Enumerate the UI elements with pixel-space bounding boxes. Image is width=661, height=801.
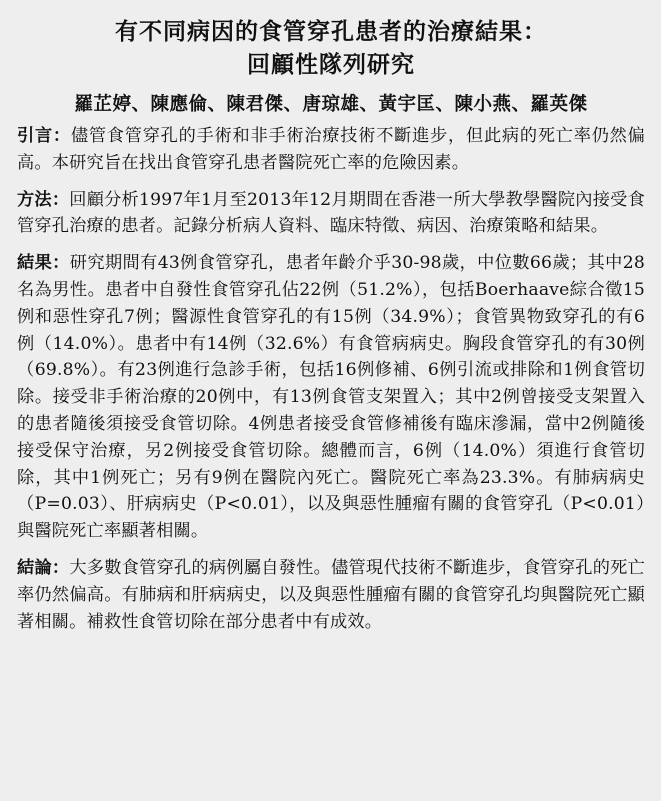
title-line-2: 回顧性隊列研究 xyxy=(247,52,415,78)
conclusion-text: 大多數食管穿孔的病例屬自發性。儘管現代技術不斷進步，食管穿孔的死亡率仍然偏高。有肺病和肝病病史，以及與惡性腫瘤有關的食管穿孔均與醫院死亡顯著相關。補救性食管切除在部分患者中有成效。 xyxy=(17,557,645,632)
intro-label: 引言： xyxy=(17,126,71,146)
intro-section xyxy=(17,123,645,177)
conclusion-section xyxy=(17,555,645,635)
results-text: 研究期間有43例食管穿孔，患者年齡介乎30-98歲，中位數66歲；其中28名為男性。患者中自發性食管穿孔佔22例（51.2%），包括Boerhaave綜合徵15例和惡性穿孔7例；醫源性食管穿孔的有15例（34.9%）；食管異物致穿孔的有6例（14.0%）。患者中有14例（32.6%）有食管病病史。胸段食管穿孔的有30例（69.8%）。有23例進行急診手術，包括16例修補、6例引流或排除和1例食管切除。接受非手術治療的20例中，有13例食管支架置入；其中2例曾接受支架置入的患者隨後須接受食管切除。4例患者接受食管修補後有臨床滲漏，當中2例隨後接受保守治療，另2例接受食管切除。總體而言，6例（14.0%）須進行食管切除，其中1例死亡；另有9例在醫院內死亡。醫院死亡率為23.3%。有肺病病史（P=0.03）、肝病病史（P<0.01），以及與惡性腫瘤有關的食管穿孔（P<0.01）與醫院死亡率顯著相關。 xyxy=(17,253,645,542)
author-list: 羅芷婷、陳應倫、陳君傑、唐琼雄、黃宇匡、陳小燕、羅英傑 xyxy=(74,94,588,115)
results-section xyxy=(17,250,645,545)
methods-label: 方法： xyxy=(17,189,70,210)
methods-text: 回顧分析1997年1月至2013年12月期間在香港一所大學教學醫院內接受食管穿孔治療的患者。記錄分析病人資料、臨床特徵、病因、治療策略和結果。 xyxy=(17,189,645,237)
intro-text: 儘管食管穿孔的手術和非手術治療技術不斷進步，但此病的死亡率仍然偏高。本研究旨在找出食管穿孔患者醫院死亡率的危險因素。 xyxy=(17,126,646,173)
article-title xyxy=(17,16,645,82)
results-label: 結果： xyxy=(17,253,70,274)
conclusion-label: 結論： xyxy=(17,557,70,578)
methods-section xyxy=(17,187,645,241)
title-line-1: 有不同病因的食管穿孔患者的治療結果： xyxy=(115,19,547,45)
